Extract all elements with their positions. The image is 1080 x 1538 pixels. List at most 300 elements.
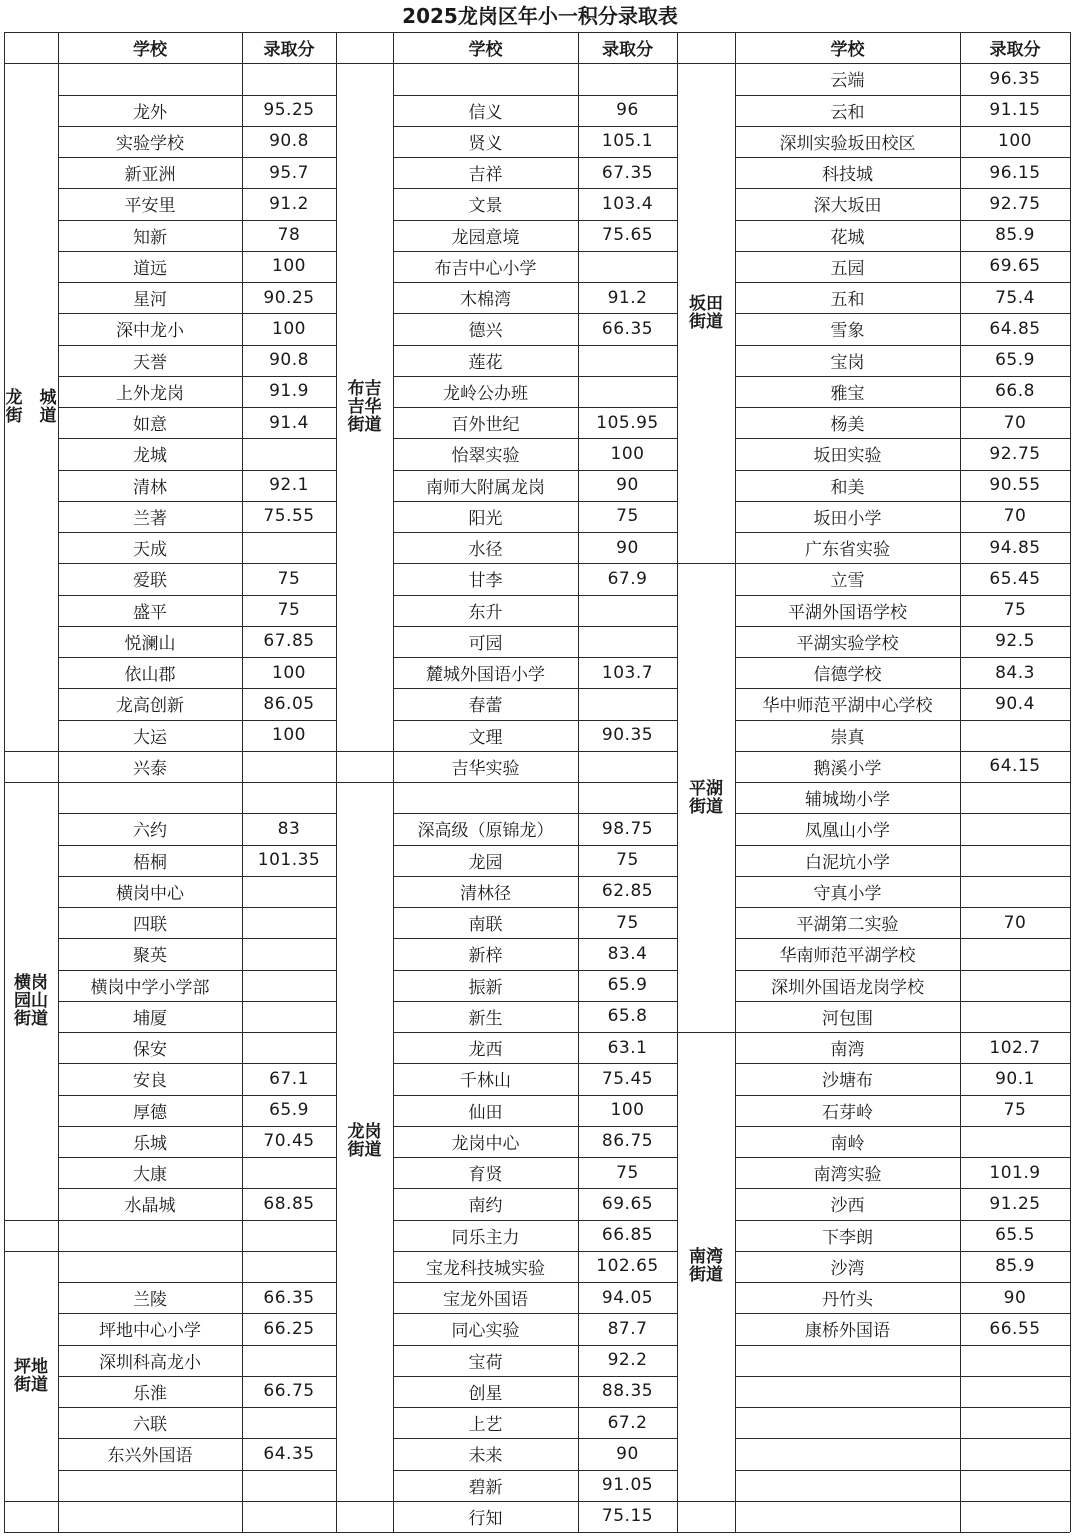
admission-score: 65.5 [995, 1225, 1035, 1246]
admission-score: 75 [616, 850, 639, 871]
admission-score [242, 1001, 336, 1032]
admission-score: 70 [1003, 506, 1027, 527]
grid-line [4, 1251, 58, 1252]
grid-line [735, 63, 1070, 64]
school-name: 聚英 [133, 946, 167, 967]
school-name: 南约 [468, 1196, 503, 1217]
admission-score: 75 [616, 506, 639, 527]
school-name: 如意 [133, 415, 167, 436]
school-name: 雅宝 [830, 383, 865, 404]
admission-score: 86.75 [601, 1131, 654, 1152]
grid-line [393, 563, 677, 564]
admission-score [242, 532, 336, 563]
grid-line [58, 876, 336, 877]
school-name: 道远 [133, 258, 167, 279]
school-name: 深圳实验坂田校区 [779, 133, 916, 154]
school-name: 坂田小学 [813, 508, 882, 529]
admission-score: 64.35 [263, 1443, 315, 1464]
school-name: 埔厦 [133, 1008, 167, 1029]
school-name: 东升 [468, 602, 503, 623]
grid-line [393, 251, 677, 252]
school-name: 平湖外国语学校 [788, 602, 907, 623]
school-name [393, 63, 578, 94]
grid-line [58, 1032, 336, 1033]
admission-score: 92.5 [995, 631, 1035, 652]
grid-line [58, 970, 336, 971]
grid-line [336, 63, 393, 64]
grid-line [735, 501, 1070, 502]
grid-line [393, 813, 677, 814]
grid-line [58, 1282, 336, 1283]
grid-line [58, 813, 336, 814]
school-name: 甘李 [468, 571, 503, 592]
grid-line [735, 376, 1070, 377]
grid-line [735, 32, 1070, 33]
grid-line [336, 782, 393, 783]
admission-score: 91.9 [269, 381, 309, 402]
grid-line [735, 1282, 1070, 1283]
grid-line [336, 32, 393, 33]
admission-score: 69.65 [989, 256, 1041, 277]
grid-line [393, 1095, 677, 1096]
school-name: 凤凰山小学 [805, 821, 890, 842]
admission-score [960, 1470, 1070, 1501]
school-name [393, 782, 578, 813]
grid-line [735, 1157, 1070, 1158]
admission-score: 103.7 [601, 662, 654, 683]
admission-score: 67.1 [269, 1068, 309, 1089]
grid-line [677, 563, 735, 564]
admission-score [242, 1470, 336, 1501]
admission-score: 91.25 [989, 1193, 1041, 1214]
school-name: 华中师范平湖中心学校 [762, 696, 933, 717]
grid-line [58, 657, 336, 658]
grid-line [58, 1188, 336, 1189]
admission-score [242, 1157, 336, 1188]
school-name: 石芽岭 [822, 1102, 873, 1123]
admission-score: 90.4 [995, 693, 1035, 714]
school-name: 乐淮 [133, 1383, 167, 1404]
admission-score [960, 1376, 1070, 1407]
admission-score: 70 [1003, 412, 1027, 433]
school-name: 大运 [133, 727, 167, 748]
grid-line [735, 970, 1070, 971]
grid-line [58, 313, 336, 314]
school-name [58, 782, 242, 813]
school-name: 深圳外国语龙岗学校 [771, 977, 924, 998]
grid-line [393, 626, 677, 627]
school-name: 南湾 [830, 1040, 865, 1061]
admission-score [242, 907, 336, 938]
admission-score: 75.55 [263, 506, 315, 527]
admission-score: 75.65 [601, 225, 654, 246]
admission-score: 105.95 [596, 412, 659, 433]
school-name: 悦澜山 [124, 633, 176, 654]
grid-line [4, 1220, 58, 1221]
school-name: 崇真 [830, 727, 865, 748]
admission-score [960, 720, 1070, 751]
admission-score [960, 1345, 1070, 1376]
admission-score: 75 [277, 600, 301, 621]
school-name: 坪地中心小学 [99, 1321, 201, 1342]
school-name: 爱联 [133, 571, 167, 592]
admission-score: 91.05 [601, 1475, 654, 1496]
school-name: 平安里 [124, 196, 176, 217]
grid-line [735, 407, 1070, 408]
grid-line [58, 1313, 336, 1314]
admission-score: 65.9 [269, 1100, 309, 1121]
admission-score [578, 376, 677, 407]
school-name: 布吉中心小学 [434, 258, 537, 279]
street-label: 南湾 街道 [689, 1247, 723, 1286]
grid-line [735, 438, 1070, 439]
admission-score: 63.1 [607, 1037, 648, 1058]
school-name [735, 1501, 960, 1532]
grid-line [336, 751, 393, 752]
admission-score: 100 [272, 662, 306, 683]
grid-line [58, 438, 336, 439]
school-name: 和美 [830, 477, 865, 498]
school-name: 辅城坳小学 [805, 790, 890, 811]
admission-score [960, 813, 1070, 844]
grid-line [58, 1251, 336, 1252]
admission-score: 92.1 [269, 475, 309, 496]
admission-score: 100 [272, 725, 306, 746]
grid-line [735, 1470, 1070, 1471]
admission-score: 86.05 [263, 693, 315, 714]
admission-score: 66.75 [263, 1381, 315, 1402]
grid-line [58, 1095, 336, 1096]
school-name [58, 1251, 242, 1282]
grid-line [58, 1157, 336, 1158]
grid-line [393, 907, 677, 908]
school-name: 花城 [830, 227, 865, 248]
header-score: 录取分 [263, 40, 315, 61]
grid-line [58, 1126, 336, 1127]
grid-line [735, 1376, 1070, 1377]
admission-score: 75 [1003, 1100, 1027, 1121]
admission-score: 90.55 [989, 475, 1041, 496]
grid-line [393, 32, 394, 1532]
school-name: 兰陵 [133, 1290, 167, 1311]
admission-score: 85.9 [995, 225, 1035, 246]
school-name: 四联 [133, 915, 167, 936]
grid-line [58, 845, 336, 846]
school-name: 清林 [133, 477, 167, 498]
grid-line [393, 1313, 677, 1314]
grid-line [58, 63, 336, 64]
school-name [735, 1345, 960, 1376]
grid-line [393, 220, 677, 221]
admission-score: 69.65 [601, 1193, 654, 1214]
admission-score: 91.15 [989, 100, 1041, 121]
school-name [735, 1470, 960, 1501]
admission-score: 102.65 [596, 1256, 659, 1277]
school-name [58, 63, 242, 94]
admission-score [242, 1345, 336, 1376]
grid-line [58, 1063, 336, 1064]
school-name: 东兴外国语 [107, 1446, 193, 1467]
grid-line [1070, 32, 1071, 1532]
grid-line [58, 157, 336, 158]
school-name: 育贤 [468, 1165, 503, 1186]
school-name: 阳光 [468, 508, 503, 529]
school-name: 六约 [133, 821, 167, 842]
admission-score: 67.9 [607, 568, 648, 589]
school-name: 横岗中学小学部 [90, 977, 210, 998]
school-name: 厚德 [133, 1102, 167, 1123]
grid-line [393, 470, 677, 471]
school-name: 乐城 [133, 1133, 167, 1154]
admission-score: 95.25 [263, 100, 315, 121]
admission-score: 70.45 [263, 1131, 315, 1152]
admission-score: 66.35 [601, 318, 654, 339]
school-name: 鹅溪小学 [813, 758, 882, 779]
school-name: 立雪 [830, 571, 865, 592]
school-name: 吉华实验 [451, 758, 520, 779]
grid-line [735, 126, 1070, 127]
school-name: 上外龙岗 [116, 383, 184, 404]
grid-line [393, 1438, 677, 1439]
school-name: 五园 [830, 258, 865, 279]
grid-line [735, 157, 1070, 158]
admission-score [242, 938, 336, 969]
header-score: 录取分 [602, 40, 653, 61]
school-name: 百外世纪 [451, 415, 520, 436]
grid-line [58, 220, 336, 221]
admission-score [242, 782, 336, 813]
admission-score [242, 1032, 336, 1063]
school-name: 龙岭公办班 [443, 383, 528, 404]
school-name: 宝龙科技城实验 [426, 1258, 545, 1279]
school-name: 龙西 [468, 1040, 503, 1061]
school-name: 白泥坑小学 [805, 852, 890, 873]
school-name: 吉祥 [468, 165, 503, 186]
school-name [58, 1501, 242, 1532]
admission-score-table [4, 32, 1074, 1532]
school-name: 宝龙外国语 [443, 1290, 528, 1311]
grid-line [58, 282, 336, 283]
grid-line [58, 626, 336, 627]
admission-score: 100 [610, 443, 645, 464]
school-name: 守真小学 [813, 883, 882, 904]
admission-score: 101.35 [257, 850, 321, 871]
grid-line [677, 1501, 735, 1502]
grid-line [393, 782, 677, 783]
school-name: 木棉湾 [460, 290, 511, 311]
admission-score: 100 [610, 1100, 645, 1121]
grid-line [735, 1001, 1070, 1002]
admission-score: 92.2 [607, 1350, 648, 1371]
grid-line [393, 845, 677, 846]
grid-line [58, 32, 336, 33]
admission-score: 66.35 [263, 1287, 315, 1308]
school-name: 仙田 [468, 1102, 503, 1123]
admission-score: 94.85 [989, 537, 1041, 558]
grid-line [58, 751, 336, 752]
street-label: 布吉 吉华 街道 [347, 379, 382, 435]
school-name: 春蕾 [468, 696, 503, 717]
school-name [58, 1220, 242, 1251]
admission-score [242, 751, 336, 782]
school-name: 龙城 [133, 446, 167, 467]
grid-line [393, 126, 677, 127]
grid-line [58, 532, 336, 533]
school-name: 南湾实验 [813, 1165, 882, 1186]
admission-score: 96.35 [989, 68, 1041, 89]
grid-line [393, 313, 677, 314]
grid-line [393, 63, 677, 64]
admission-score: 90.25 [263, 287, 315, 308]
grid-line [735, 595, 1070, 596]
school-name: 上艺 [468, 1415, 503, 1436]
grid-line [735, 1126, 1070, 1127]
grid-line [393, 1126, 677, 1127]
grid-line [58, 688, 336, 689]
admission-score: 84.3 [995, 662, 1035, 683]
school-name: 深高级（原锦龙） [417, 821, 554, 842]
admission-score: 102.7 [989, 1037, 1041, 1058]
grid-line [58, 126, 336, 127]
grid-line [58, 188, 336, 189]
school-name: 可园 [468, 633, 503, 654]
grid-line [735, 345, 1070, 346]
grid-line [393, 595, 677, 596]
school-name: 科技城 [822, 165, 873, 186]
street-label: 龙 城 街 道 [5, 388, 57, 426]
admission-score: 64.85 [989, 318, 1041, 339]
admission-score: 75 [616, 912, 639, 933]
grid-line [58, 782, 336, 783]
school-name: 丹竹头 [822, 1290, 873, 1311]
admission-score: 96 [616, 100, 639, 121]
grid-line [58, 1220, 336, 1221]
grid-line [58, 32, 59, 1532]
grid-line [735, 563, 1070, 564]
school-name: 南师大附属龙岗 [426, 477, 545, 498]
school-name: 六联 [133, 1415, 167, 1436]
school-name [735, 1376, 960, 1407]
grid-line [393, 876, 677, 877]
admission-score [578, 251, 677, 282]
school-name: 振新 [468, 977, 503, 998]
school-name: 水径 [468, 540, 503, 561]
school-name: 同心实验 [451, 1321, 520, 1342]
grid-line [393, 751, 677, 752]
school-name: 雪象 [830, 321, 865, 342]
admission-score: 67.35 [601, 162, 654, 183]
admission-score: 100 [998, 131, 1032, 152]
admission-score: 75.45 [601, 1068, 654, 1089]
admission-score: 67.85 [263, 631, 315, 652]
admission-score: 90 [616, 475, 639, 496]
admission-score [578, 688, 677, 719]
admission-score [578, 782, 677, 813]
grid-line [58, 1001, 336, 1002]
grid-line [393, 376, 677, 377]
school-name: 信德学校 [813, 665, 882, 686]
school-name: 龙外 [133, 102, 167, 123]
admission-score [242, 1251, 336, 1282]
grid-line [393, 1470, 677, 1471]
school-name: 华南师范平湖学校 [779, 946, 916, 967]
grid-line [578, 32, 579, 1532]
admission-score: 96.15 [989, 162, 1041, 183]
grid-line [393, 438, 677, 439]
admission-score [960, 1438, 1070, 1469]
grid-line [393, 657, 677, 658]
grid-line [393, 938, 677, 939]
grid-line [58, 1345, 336, 1346]
grid-line [735, 220, 1070, 221]
school-name: 坂田实验 [813, 446, 882, 467]
admission-score: 101.9 [989, 1162, 1041, 1183]
grid-line [735, 907, 1070, 908]
grid-line [58, 251, 336, 252]
admission-score: 105.1 [601, 131, 654, 152]
street-label: 平湖 街道 [689, 778, 723, 817]
grid-line [58, 470, 336, 471]
grid-line [58, 345, 336, 346]
school-name: 创星 [468, 1383, 503, 1404]
grid-line [393, 282, 677, 283]
admission-score: 103.4 [601, 193, 654, 214]
school-name: 南岭 [830, 1133, 865, 1154]
school-name: 贤义 [468, 133, 503, 154]
school-name: 云和 [830, 102, 865, 123]
grid-line [735, 876, 1070, 877]
school-name: 沙湾 [830, 1258, 865, 1279]
school-name: 兴泰 [133, 758, 167, 779]
school-name: 杨美 [830, 415, 865, 436]
school-name: 深圳科高龙小 [99, 1352, 201, 1373]
admission-score [960, 876, 1070, 907]
grid-line [393, 1282, 677, 1283]
school-name: 横岗中心 [116, 883, 184, 904]
school-name [735, 1407, 960, 1438]
grid-line [4, 32, 58, 33]
grid-line [58, 595, 336, 596]
school-name: 广东省实验 [805, 540, 890, 561]
admission-score: 65.9 [607, 975, 648, 996]
school-name: 实验学校 [116, 133, 184, 154]
street-label: 龙岗 街道 [347, 1122, 382, 1161]
school-name: 天成 [133, 540, 167, 561]
school-name: 龙园 [468, 852, 503, 873]
grid-line [393, 1251, 677, 1252]
admission-score [242, 970, 336, 1001]
grid-line [393, 157, 677, 158]
grid-line [393, 1001, 677, 1002]
admission-score: 78 [277, 225, 301, 246]
grid-line [4, 1501, 58, 1502]
grid-line [393, 970, 677, 971]
school-name: 未来 [468, 1446, 503, 1467]
grid-line [4, 751, 58, 752]
admission-score: 68.85 [263, 1193, 315, 1214]
admission-score: 67.2 [607, 1412, 648, 1433]
grid-line [393, 1407, 677, 1408]
school-name: 龙岗中心 [451, 1133, 520, 1154]
admission-score: 92.75 [989, 193, 1041, 214]
grid-line [735, 751, 1070, 752]
school-name: 兰著 [133, 508, 167, 529]
grid-line [735, 1407, 1070, 1408]
school-name: 沙西 [830, 1196, 865, 1217]
school-name: 信义 [468, 102, 503, 123]
header-score: 录取分 [989, 40, 1041, 61]
grid-line [58, 938, 336, 939]
